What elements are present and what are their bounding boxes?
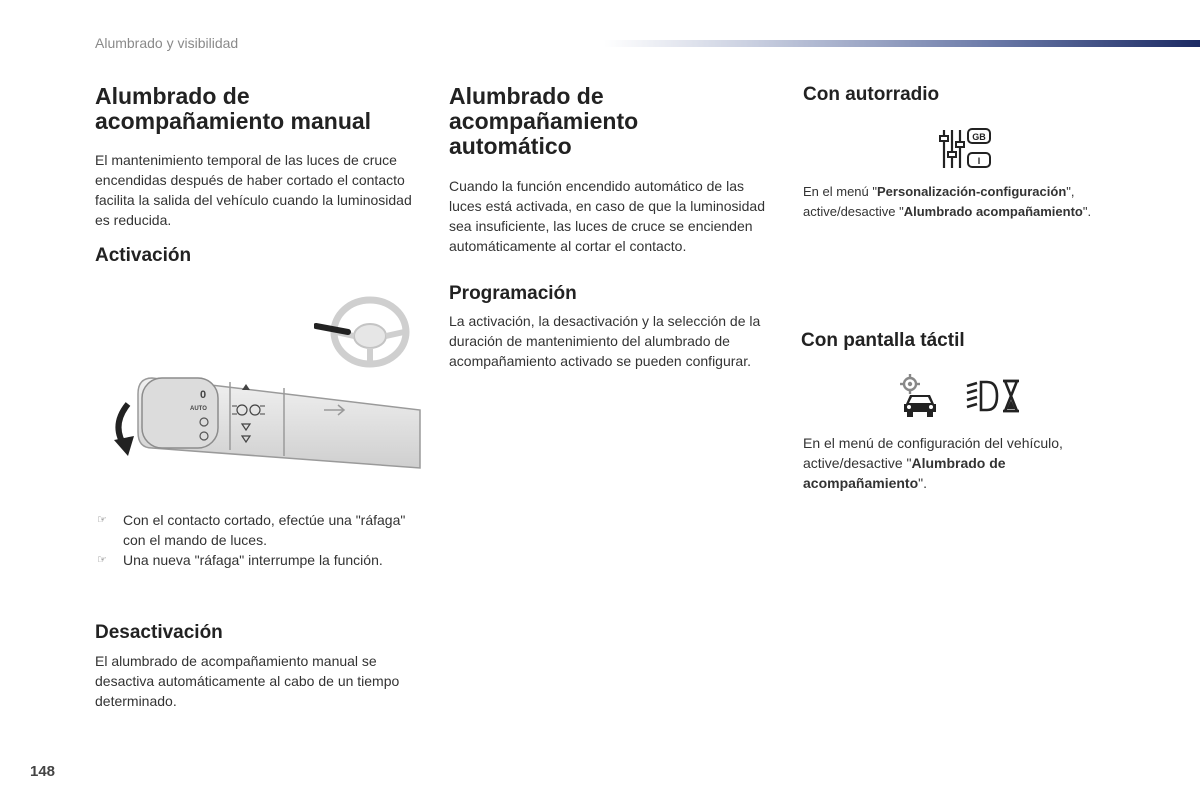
radio-menu-name: Personalización-configuración <box>877 184 1067 199</box>
programming-heading: Programación <box>449 283 577 304</box>
radio-icon-i-label: I <box>977 156 981 166</box>
touch-heading: Con pantalla táctil <box>801 330 965 351</box>
programming-text: La activación, la desactivación y la selección de la duración de mantenimiento del alumbrado de acompañamiento activado se pueden configurar. <box>449 313 761 369</box>
radio-option-name: Alumbrado acompañamiento <box>903 204 1083 219</box>
list-item: ☞ Con el contacto cortado, efectúe una "ráfaga" con el mando de luces. <box>97 512 406 548</box>
radio-icon-gb-label: GB <box>972 132 986 142</box>
activation-steps <box>95 510 415 570</box>
manual-intro: El mantenimiento temporal de las luces de cruce encendidas después de haber cortado el contacto facilita la salida del vehículo cuando la luminosidad es reducida. <box>95 152 412 228</box>
page-number: 148 <box>30 763 56 780</box>
section-title: Alumbrado y visibilidad <box>95 35 239 51</box>
automatic-title: Alumbrado de acompañamiento automático <box>449 83 639 159</box>
manual-title: Alumbrado de acompañamiento manual <box>95 83 372 134</box>
lever-zero-label: 0 <box>200 389 207 401</box>
activation-heading: Activación <box>95 245 192 266</box>
settings-sliders-icon <box>938 126 994 172</box>
headlamp-hourglass-icon <box>965 378 1021 414</box>
pointing-hand-icon: ☞ <box>97 554 107 566</box>
deactivation-heading: Desactivación <box>95 622 223 643</box>
touch-text: En el menú de configuración del vehículo, active/desactive "Alumbrado de acompañamiento". <box>803 435 1063 491</box>
deactivation-text: El alumbrado de acompañamiento manual se desactiva automáticamente al cabo de un tiempo determinado. <box>95 653 400 709</box>
header-accent-bar <box>604 40 1200 47</box>
touch-option-name: Alumbrado de acompañamiento <box>803 455 1006 491</box>
list-item: ☞ Una nueva "ráfaga" interrumpe la función. <box>97 552 383 568</box>
lever-auto-label: AUTO <box>190 406 207 412</box>
car-gear-icon <box>898 374 944 418</box>
radio-heading: Con autorradio <box>803 84 940 105</box>
steering-wheel-icon <box>314 290 410 370</box>
pointing-hand-icon: ☞ <box>97 514 107 526</box>
automatic-intro: Cuando la función encendido automático de las luces está activada, en caso de que la luminosidad sea insuficiente, las luces de cruce se encienden automáticamente al cortar el contacto. <box>449 178 765 254</box>
radio-text: En el menú "Personalización-configuración", active/desactive "Alumbrado acompañamiento". <box>803 184 1092 219</box>
light-stalk-icon <box>112 370 422 480</box>
